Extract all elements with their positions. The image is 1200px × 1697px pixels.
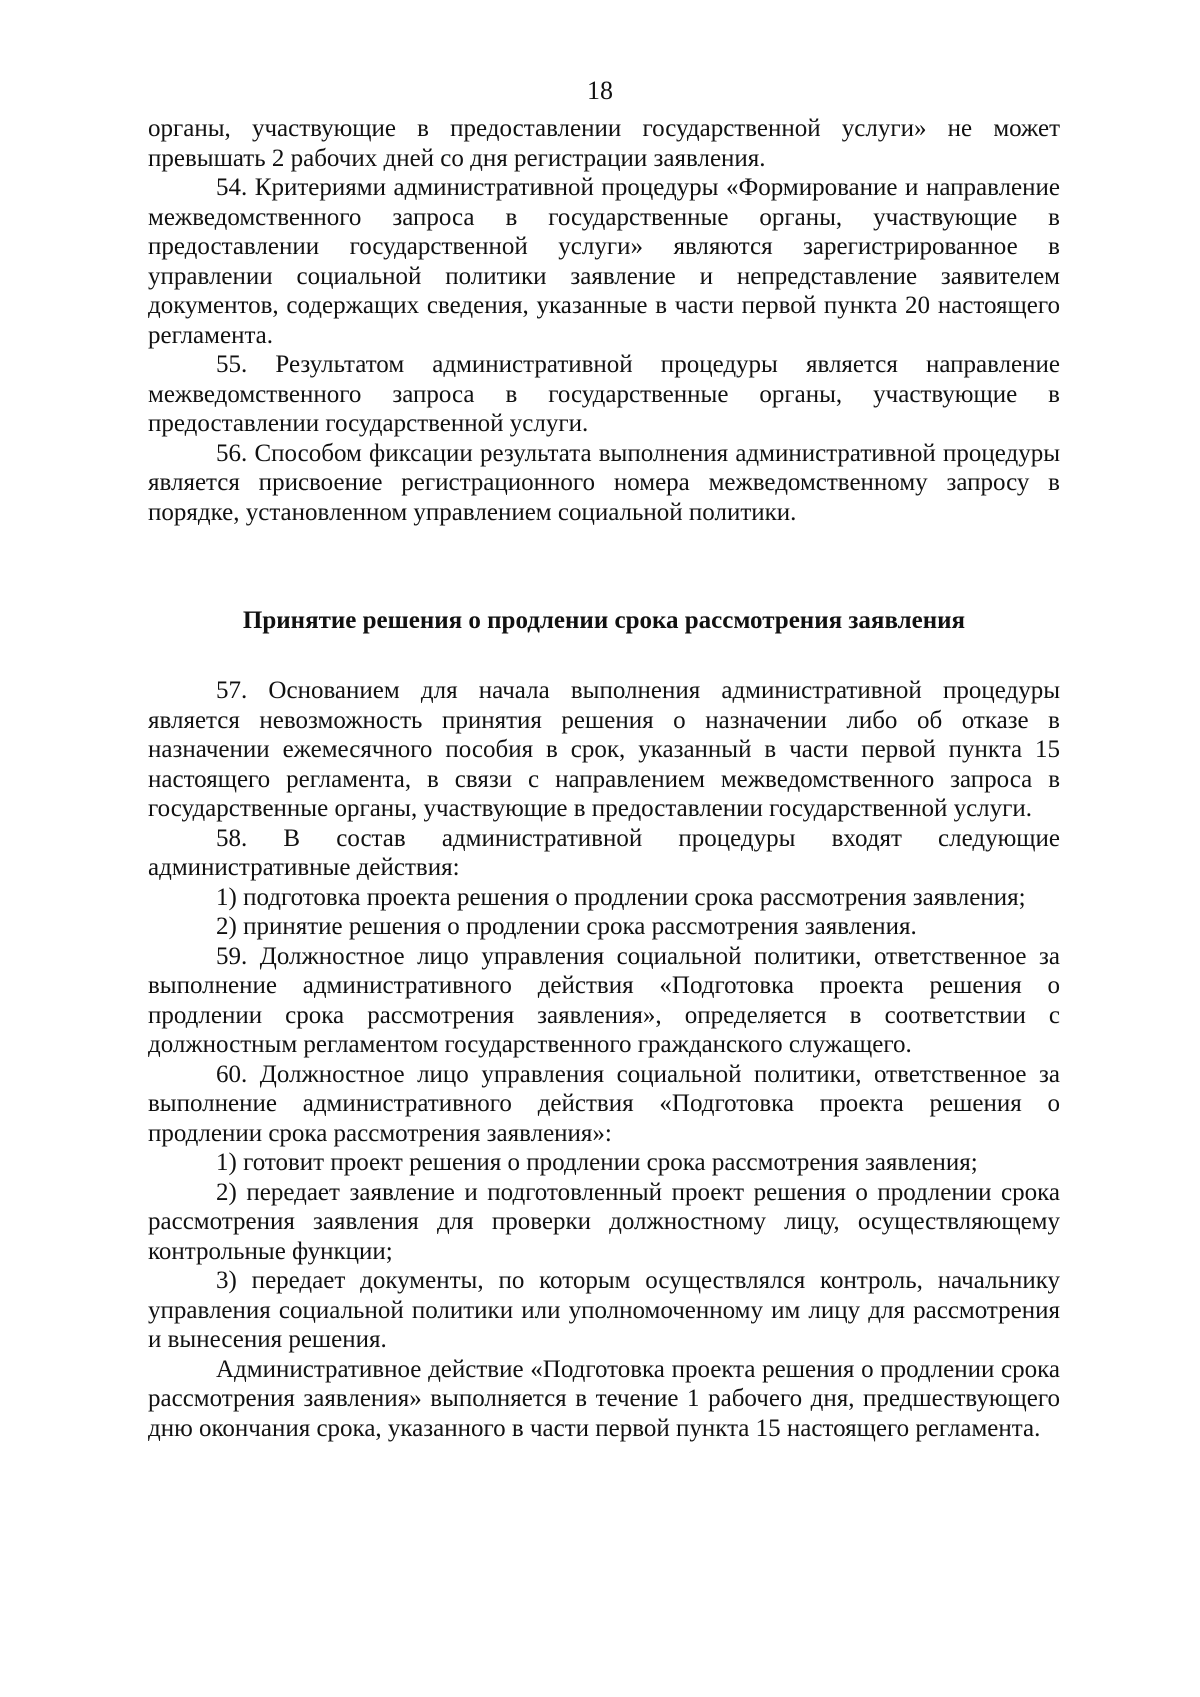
paragraph-60-item-1: 1) готовит проект решения о продлении срока рассмотрения заявления; bbox=[216, 1149, 978, 1176]
paragraph-58: 58. В состав административной процедуры входят следующие административные действия: bbox=[148, 824, 1060, 881]
paragraph-54: 54. Критериями административной процедуры «Формирование и направление межведомственного запроса в государственные органы, участвующие в предоставлении государственной услуги» являются зарегистрированное в управлении социальной политики заявление и непредставление заявителем документов, содержащих сведения, указанные в части первой пункта 20 настоящего регламента. bbox=[148, 174, 1060, 349]
paragraph-55: 55. Результатом административной процедуры является направление межведомственного запроса в государственные органы, участвующие в предоставлении государственной услуги. bbox=[148, 351, 1060, 437]
paragraph-58-item-1: 1) подготовка проекта решения о продлении срока рассмотрения заявления; bbox=[216, 883, 1026, 911]
section-heading: Принятие решения о продлении срока рассмотрения заявления bbox=[242, 607, 966, 634]
paragraph-admin-action: Административное действие «Подготовка проекта решения о продлении срока рассмотрения заявления» выполняется в течение 1 рабочего дня, предшествующего дню окончания срока, указанного в части первой пункта 15 настоящего регламента. bbox=[148, 1355, 1060, 1442]
paragraph-57: 57. Основанием для начала выполнения административной процедуры является невозможность принятия решения о назначении либо об отказе в назначении ежемесячного пособия в срок, указанный в части первой пункта 15 настоящего регламента, в связи с направлением межведомственного запроса в государственные органы, участвующие в предоставлении государственной услуги. bbox=[148, 677, 1060, 822]
paragraph-continuation: органы, участвующие в предоставлении государственной услуги» не может превышать 2 рабочих дней со дня регистрации заявления. bbox=[148, 115, 1060, 172]
paragraph-58-item-2: 2) принятие решения о продлении срока рассмотрения заявления. bbox=[216, 913, 917, 940]
paragraph-56: 56. Способом фиксации результата выполнения административной процедуры является присвоение регистрационного номера межведомственному запросу в порядке, установленном управлением социальной политики. bbox=[148, 439, 1060, 526]
paragraph-60: 60. Должностное лицо управления социальной политики, ответственное за выполнение административного действия «Подготовка проекта решения о продлении срока рассмотрения заявления»: bbox=[148, 1060, 1060, 1147]
paragraph-59: 59. Должностное лицо управления социальной политики, ответственное за выполнение административного действия «Подготовка проекта решения о продлении срока рассмотрения заявления», определяется в соответствии с должностным регламентом государственного гражданского служащего. bbox=[148, 942, 1060, 1058]
bottom-text-block bbox=[148, 676, 1060, 1443]
paragraph-60-item-2: 2) передает заявление и подготовленный проект решения о продлении срока рассмотрения заявления для проверки должностному лицу, осуществляющему контрольные функции; bbox=[148, 1178, 1060, 1265]
top-text-block bbox=[148, 114, 1060, 527]
paragraph-60-item-3: 3) передает документы, по которым осуществлялся контроль, начальнику управления социальной политики или уполномоченному им лицу для рассмотрения и вынесения решения. bbox=[148, 1267, 1060, 1353]
page-number: 18 bbox=[587, 76, 613, 105]
